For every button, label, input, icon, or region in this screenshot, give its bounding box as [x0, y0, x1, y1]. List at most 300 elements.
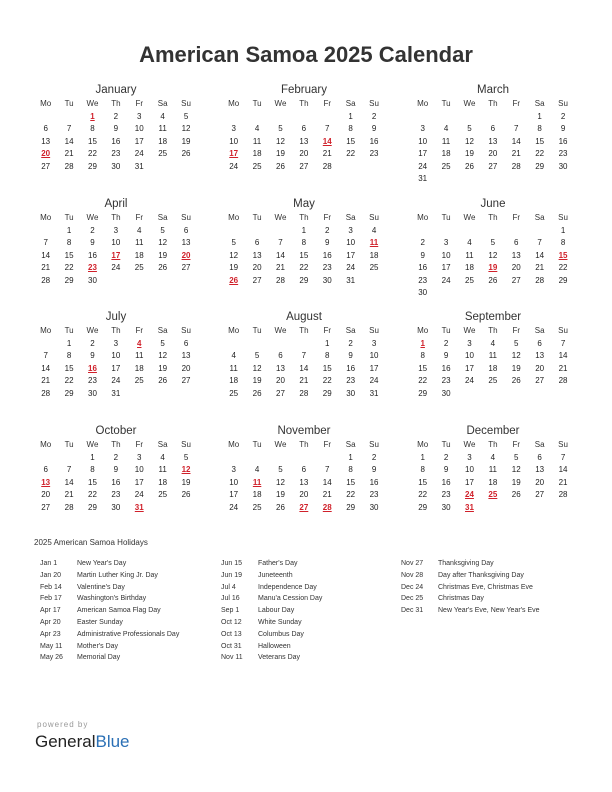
- day-cell[interactable]: 30: [88, 275, 97, 285]
- day-cell[interactable]: 10: [111, 351, 121, 360]
- day-cell[interactable]: 15: [64, 363, 74, 373]
- day-cell[interactable]: 29: [418, 388, 428, 398]
- day-cell[interactable]: 27: [276, 388, 285, 398]
- day-cell[interactable]: 2: [90, 225, 95, 235]
- day-cell[interactable]: 22: [88, 490, 97, 499]
- day-cell[interactable]: 28: [41, 388, 51, 398]
- day-cell[interactable]: 26: [276, 161, 285, 171]
- day-cell[interactable]: 15: [535, 136, 545, 146]
- day-cell[interactable]: 28: [558, 490, 568, 499]
- day-cell[interactable]: 27: [535, 376, 545, 385]
- day-cell[interactable]: 21: [535, 263, 545, 272]
- day-cell[interactable]: 29: [418, 502, 428, 512]
- day-cell[interactable]: 12: [465, 136, 474, 146]
- day-cell[interactable]: 3: [137, 111, 142, 121]
- day-cell[interactable]: 13: [535, 351, 545, 360]
- holiday-day-cell[interactable]: 11: [369, 238, 379, 247]
- day-cell[interactable]: 21: [558, 477, 568, 487]
- day-cell[interactable]: 7: [560, 452, 566, 462]
- day-cell[interactable]: 25: [134, 376, 144, 385]
- day-cell[interactable]: 4: [371, 225, 377, 235]
- day-cell[interactable]: 30: [88, 388, 97, 398]
- day-cell[interactable]: 22: [346, 149, 356, 158]
- day-cell[interactable]: 19: [229, 263, 239, 272]
- day-cell[interactable]: 2: [371, 111, 377, 121]
- day-cell[interactable]: 23: [111, 490, 121, 499]
- holiday-day-cell[interactable]: 26: [229, 275, 239, 285]
- day-cell[interactable]: 3: [113, 225, 119, 235]
- day-cell[interactable]: 10: [441, 250, 451, 260]
- day-cell[interactable]: 16: [322, 250, 332, 260]
- holiday-day-cell[interactable]: 27: [299, 502, 309, 512]
- day-cell[interactable]: 26: [158, 263, 168, 272]
- day-cell[interactable]: 9: [113, 124, 119, 133]
- day-cell[interactable]: 17: [134, 477, 144, 487]
- holiday-day-cell[interactable]: 11: [252, 477, 262, 487]
- day-cell[interactable]: 16: [111, 477, 121, 487]
- day-cell[interactable]: 1: [301, 225, 307, 235]
- day-cell[interactable]: 22: [322, 376, 332, 385]
- day-cell[interactable]: 9: [113, 465, 119, 474]
- holiday-day-cell[interactable]: 1: [420, 338, 425, 348]
- day-cell[interactable]: 2: [371, 452, 377, 462]
- day-cell[interactable]: 5: [278, 124, 283, 133]
- day-cell[interactable]: 30: [346, 388, 356, 398]
- day-cell[interactable]: 5: [183, 111, 189, 121]
- day-cell[interactable]: 9: [348, 351, 353, 360]
- day-cell[interactable]: 18: [134, 250, 144, 260]
- day-cell[interactable]: 24: [134, 490, 144, 499]
- day-cell[interactable]: 27: [299, 161, 309, 171]
- day-cell[interactable]: 21: [322, 149, 332, 158]
- day-cell[interactable]: 2: [113, 452, 119, 462]
- day-cell[interactable]: 28: [276, 275, 285, 285]
- day-cell[interactable]: 13: [299, 477, 309, 487]
- day-cell[interactable]: 17: [346, 250, 356, 260]
- day-cell[interactable]: 3: [113, 338, 119, 348]
- day-cell[interactable]: 11: [135, 351, 144, 360]
- day-cell[interactable]: 4: [137, 225, 142, 235]
- day-cell[interactable]: 13: [41, 136, 51, 146]
- day-cell[interactable]: 28: [41, 275, 51, 285]
- day-cell[interactable]: 22: [535, 149, 545, 158]
- day-cell[interactable]: 21: [276, 263, 285, 272]
- holiday-day-cell[interactable]: 13: [41, 477, 51, 487]
- day-cell[interactable]: 2: [420, 238, 425, 247]
- day-cell[interactable]: 27: [488, 161, 498, 171]
- day-cell[interactable]: 26: [511, 490, 521, 499]
- day-cell[interactable]: 18: [134, 363, 144, 373]
- day-cell[interactable]: 8: [560, 238, 566, 247]
- day-cell[interactable]: 24: [111, 263, 121, 272]
- day-cell[interactable]: 8: [66, 351, 72, 360]
- day-cell[interactable]: 25: [369, 263, 379, 272]
- day-cell[interactable]: 4: [443, 124, 449, 133]
- day-cell[interactable]: 30: [441, 502, 451, 512]
- day-cell[interactable]: 1: [420, 452, 425, 462]
- day-cell[interactable]: 4: [254, 465, 260, 474]
- day-cell[interactable]: 15: [346, 477, 356, 487]
- day-cell[interactable]: 12: [181, 124, 191, 133]
- day-cell[interactable]: 18: [488, 477, 498, 487]
- day-cell[interactable]: 11: [158, 465, 167, 474]
- day-cell[interactable]: 6: [490, 124, 496, 133]
- day-cell[interactable]: 30: [418, 288, 428, 297]
- day-cell[interactable]: 29: [64, 275, 74, 285]
- day-cell[interactable]: 14: [558, 351, 568, 360]
- day-cell[interactable]: 5: [231, 238, 236, 247]
- day-cell[interactable]: 10: [134, 465, 144, 474]
- day-cell[interactable]: 6: [301, 465, 307, 474]
- day-cell[interactable]: 3: [371, 338, 377, 348]
- day-cell[interactable]: 11: [158, 124, 167, 133]
- day-cell[interactable]: 15: [346, 136, 356, 146]
- day-cell[interactable]: 6: [43, 465, 48, 474]
- day-cell[interactable]: 6: [183, 225, 189, 235]
- day-cell[interactable]: 17: [441, 263, 451, 272]
- day-cell[interactable]: 7: [514, 124, 519, 133]
- day-cell[interactable]: 21: [322, 490, 332, 499]
- day-cell[interactable]: 14: [64, 477, 74, 487]
- day-cell[interactable]: 20: [299, 149, 309, 158]
- day-cell[interactable]: 16: [441, 477, 451, 487]
- day-cell[interactable]: 19: [276, 149, 285, 158]
- day-cell[interactable]: 23: [441, 376, 451, 385]
- day-cell[interactable]: 15: [299, 250, 309, 260]
- day-cell[interactable]: 11: [488, 465, 498, 474]
- day-cell[interactable]: 6: [537, 452, 542, 462]
- day-cell[interactable]: 11: [441, 136, 451, 146]
- day-cell[interactable]: 9: [560, 124, 566, 133]
- day-cell[interactable]: 20: [276, 376, 285, 385]
- day-cell[interactable]: 30: [111, 502, 121, 512]
- day-cell[interactable]: 3: [348, 225, 353, 235]
- day-cell[interactable]: 21: [64, 490, 74, 499]
- day-cell[interactable]: 22: [346, 490, 356, 499]
- day-cell[interactable]: 23: [369, 490, 379, 499]
- day-cell[interactable]: 12: [252, 363, 262, 373]
- day-cell[interactable]: 10: [369, 351, 379, 360]
- day-cell[interactable]: 10: [465, 351, 474, 360]
- day-cell[interactable]: 8: [348, 124, 353, 133]
- day-cell[interactable]: 26: [511, 376, 521, 385]
- day-cell[interactable]: 13: [299, 136, 309, 146]
- day-cell[interactable]: 12: [511, 351, 521, 360]
- day-cell[interactable]: 8: [420, 351, 425, 360]
- day-cell[interactable]: 28: [64, 161, 74, 171]
- day-cell[interactable]: 2: [560, 111, 566, 121]
- day-cell[interactable]: 18: [252, 149, 262, 158]
- day-cell[interactable]: 13: [535, 465, 545, 474]
- day-cell[interactable]: 10: [229, 136, 239, 146]
- holiday-day-cell[interactable]: 28: [322, 502, 332, 512]
- day-cell[interactable]: 9: [371, 124, 377, 133]
- day-cell[interactable]: 21: [41, 263, 51, 272]
- holiday-day-cell[interactable]: 12: [181, 465, 191, 474]
- day-cell[interactable]: 30: [558, 161, 568, 171]
- day-cell[interactable]: 16: [346, 363, 356, 373]
- holiday-day-cell[interactable]: 20: [181, 250, 191, 260]
- day-cell[interactable]: 26: [252, 388, 262, 398]
- day-cell[interactable]: 1: [325, 338, 330, 348]
- day-cell[interactable]: 18: [252, 490, 262, 499]
- day-cell[interactable]: 13: [181, 238, 191, 247]
- day-cell[interactable]: 24: [111, 376, 121, 385]
- day-cell[interactable]: 13: [511, 250, 521, 260]
- day-cell[interactable]: 6: [254, 238, 260, 247]
- day-cell[interactable]: 20: [252, 263, 262, 272]
- day-cell[interactable]: 8: [420, 465, 425, 474]
- day-cell[interactable]: 22: [418, 490, 428, 499]
- day-cell[interactable]: 9: [90, 351, 95, 360]
- day-cell[interactable]: 15: [88, 477, 97, 487]
- day-cell[interactable]: 12: [511, 465, 521, 474]
- day-cell[interactable]: 27: [41, 502, 51, 512]
- day-cell[interactable]: 28: [299, 388, 309, 398]
- day-cell[interactable]: 8: [66, 238, 72, 247]
- day-cell[interactable]: 2: [325, 225, 330, 235]
- day-cell[interactable]: 3: [231, 465, 236, 474]
- day-cell[interactable]: 3: [467, 338, 472, 348]
- day-cell[interactable]: 3: [467, 452, 472, 462]
- day-cell[interactable]: 26: [465, 161, 474, 171]
- day-cell[interactable]: 10: [134, 124, 144, 133]
- day-cell[interactable]: 8: [90, 465, 95, 474]
- day-cell[interactable]: 16: [88, 250, 97, 260]
- day-cell[interactable]: 1: [66, 225, 72, 235]
- day-cell[interactable]: 4: [490, 338, 496, 348]
- day-cell[interactable]: 27: [181, 263, 191, 272]
- day-cell[interactable]: 19: [158, 363, 168, 373]
- day-cell[interactable]: 14: [41, 363, 51, 373]
- day-cell[interactable]: 17: [465, 363, 474, 373]
- day-cell[interactable]: 6: [301, 124, 307, 133]
- day-cell[interactable]: 15: [418, 477, 428, 487]
- day-cell[interactable]: 23: [322, 263, 332, 272]
- day-cell[interactable]: 31: [346, 275, 356, 285]
- day-cell[interactable]: 7: [325, 124, 330, 133]
- day-cell[interactable]: 22: [558, 263, 568, 272]
- day-cell[interactable]: 18: [158, 477, 168, 487]
- day-cell[interactable]: 30: [369, 502, 379, 512]
- day-cell[interactable]: 10: [418, 136, 428, 146]
- day-cell[interactable]: 8: [90, 124, 95, 133]
- day-cell[interactable]: 4: [231, 351, 236, 360]
- day-cell[interactable]: 5: [254, 351, 260, 360]
- day-cell[interactable]: 14: [322, 477, 332, 487]
- day-cell[interactable]: 9: [371, 465, 377, 474]
- day-cell[interactable]: 23: [88, 376, 97, 385]
- day-cell[interactable]: 23: [369, 149, 379, 158]
- day-cell[interactable]: 25: [252, 502, 262, 512]
- day-cell[interactable]: 8: [348, 465, 353, 474]
- day-cell[interactable]: 15: [322, 363, 332, 373]
- day-cell[interactable]: 12: [488, 250, 498, 260]
- day-cell[interactable]: 29: [346, 502, 356, 512]
- day-cell[interactable]: 25: [229, 388, 239, 398]
- day-cell[interactable]: 5: [160, 338, 165, 348]
- day-cell[interactable]: 11: [465, 250, 474, 260]
- day-cell[interactable]: 19: [252, 376, 262, 385]
- day-cell[interactable]: 30: [441, 388, 451, 398]
- day-cell[interactable]: 28: [511, 161, 521, 171]
- day-cell[interactable]: 31: [418, 174, 428, 183]
- day-cell[interactable]: 24: [418, 161, 428, 171]
- day-cell[interactable]: 19: [181, 136, 191, 146]
- day-cell[interactable]: 24: [229, 161, 239, 171]
- day-cell[interactable]: 20: [41, 490, 51, 499]
- day-cell[interactable]: 4: [160, 111, 165, 121]
- day-cell[interactable]: 27: [535, 490, 545, 499]
- day-cell[interactable]: 17: [134, 136, 144, 146]
- day-cell[interactable]: 20: [511, 263, 521, 272]
- holiday-day-cell[interactable]: 17: [111, 250, 121, 260]
- day-cell[interactable]: 5: [278, 465, 283, 474]
- day-cell[interactable]: 20: [488, 149, 498, 158]
- day-cell[interactable]: 24: [134, 149, 144, 158]
- day-cell[interactable]: 17: [111, 363, 121, 373]
- day-cell[interactable]: 3: [231, 124, 236, 133]
- holiday-day-cell[interactable]: 24: [465, 490, 474, 499]
- day-cell[interactable]: 11: [488, 351, 498, 360]
- day-cell[interactable]: 7: [66, 124, 72, 133]
- day-cell[interactable]: 7: [325, 465, 330, 474]
- holiday-day-cell[interactable]: 23: [88, 263, 97, 272]
- day-cell[interactable]: 19: [511, 363, 521, 373]
- day-cell[interactable]: 19: [181, 477, 191, 487]
- day-cell[interactable]: 26: [488, 275, 498, 285]
- day-cell[interactable]: 25: [158, 149, 168, 158]
- day-cell[interactable]: 2: [348, 338, 353, 348]
- day-cell[interactable]: 25: [134, 263, 144, 272]
- day-cell[interactable]: 17: [229, 490, 239, 499]
- day-cell[interactable]: 19: [511, 477, 521, 487]
- day-cell[interactable]: 6: [514, 238, 519, 247]
- day-cell[interactable]: 13: [181, 351, 191, 360]
- day-cell[interactable]: 16: [418, 263, 428, 272]
- day-cell[interactable]: 25: [488, 376, 498, 385]
- day-cell[interactable]: 21: [64, 149, 74, 158]
- holiday-day-cell[interactable]: 16: [88, 363, 97, 373]
- day-cell[interactable]: 27: [511, 275, 521, 285]
- day-cell[interactable]: 3: [443, 238, 449, 247]
- holiday-day-cell[interactable]: 17: [229, 149, 239, 158]
- holiday-day-cell[interactable]: 31: [134, 502, 144, 512]
- day-cell[interactable]: 29: [558, 275, 568, 285]
- day-cell[interactable]: 22: [64, 376, 74, 385]
- day-cell[interactable]: 14: [558, 465, 568, 474]
- day-cell[interactable]: 29: [535, 161, 545, 171]
- day-cell[interactable]: 24: [369, 376, 379, 385]
- day-cell[interactable]: 28: [558, 376, 568, 385]
- day-cell[interactable]: 14: [41, 250, 51, 260]
- day-cell[interactable]: 2: [90, 338, 95, 348]
- day-cell[interactable]: 26: [181, 149, 191, 158]
- day-cell[interactable]: 22: [88, 149, 97, 158]
- day-cell[interactable]: 12: [158, 238, 168, 247]
- day-cell[interactable]: 25: [441, 161, 451, 171]
- day-cell[interactable]: 5: [490, 238, 496, 247]
- day-cell[interactable]: 26: [158, 376, 168, 385]
- day-cell[interactable]: 1: [537, 111, 542, 121]
- day-cell[interactable]: 10: [465, 465, 474, 474]
- day-cell[interactable]: 5: [183, 452, 189, 462]
- day-cell[interactable]: 21: [511, 149, 521, 158]
- day-cell[interactable]: 22: [418, 376, 428, 385]
- day-cell[interactable]: 25: [252, 161, 262, 171]
- day-cell[interactable]: 11: [252, 136, 262, 146]
- day-cell[interactable]: 5: [160, 225, 165, 235]
- day-cell[interactable]: 19: [158, 250, 168, 260]
- day-cell[interactable]: 11: [135, 238, 144, 247]
- holiday-day-cell[interactable]: 20: [41, 149, 51, 158]
- day-cell[interactable]: 18: [158, 136, 168, 146]
- day-cell[interactable]: 18: [488, 363, 498, 373]
- day-cell[interactable]: 18: [465, 263, 474, 272]
- day-cell[interactable]: 9: [420, 250, 425, 260]
- day-cell[interactable]: 22: [64, 263, 74, 272]
- day-cell[interactable]: 24: [441, 275, 451, 285]
- day-cell[interactable]: 11: [229, 363, 238, 373]
- day-cell[interactable]: 12: [229, 250, 239, 260]
- day-cell[interactable]: 9: [90, 238, 95, 247]
- day-cell[interactable]: 7: [66, 465, 72, 474]
- day-cell[interactable]: 9: [443, 465, 449, 474]
- day-cell[interactable]: 2: [443, 338, 449, 348]
- day-cell[interactable]: 13: [488, 136, 498, 146]
- day-cell[interactable]: 17: [465, 477, 474, 487]
- day-cell[interactable]: 24: [346, 263, 356, 272]
- holiday-day-cell[interactable]: 4: [137, 338, 142, 348]
- day-cell[interactable]: 5: [467, 124, 472, 133]
- day-cell[interactable]: 18: [369, 250, 379, 260]
- day-cell[interactable]: 8: [325, 351, 330, 360]
- day-cell[interactable]: 16: [558, 136, 568, 146]
- day-cell[interactable]: 23: [346, 376, 356, 385]
- day-cell[interactable]: 25: [465, 275, 474, 285]
- day-cell[interactable]: 17: [418, 149, 428, 158]
- day-cell[interactable]: 13: [252, 250, 262, 260]
- day-cell[interactable]: 15: [88, 136, 97, 146]
- holiday-day-cell[interactable]: 1: [90, 111, 95, 121]
- day-cell[interactable]: 14: [299, 363, 309, 373]
- day-cell[interactable]: 21: [558, 363, 568, 373]
- day-cell[interactable]: 31: [369, 388, 379, 398]
- day-cell[interactable]: 26: [276, 502, 285, 512]
- day-cell[interactable]: 10: [111, 238, 121, 247]
- day-cell[interactable]: 1: [348, 111, 353, 121]
- day-cell[interactable]: 23: [111, 149, 121, 158]
- day-cell[interactable]: 19: [276, 490, 285, 499]
- day-cell[interactable]: 1: [90, 452, 95, 462]
- day-cell[interactable]: 20: [181, 363, 191, 373]
- day-cell[interactable]: 20: [535, 363, 545, 373]
- day-cell[interactable]: 16: [111, 136, 121, 146]
- day-cell[interactable]: 6: [183, 338, 189, 348]
- day-cell[interactable]: 24: [229, 502, 239, 512]
- day-cell[interactable]: 23: [441, 490, 451, 499]
- day-cell[interactable]: 27: [181, 376, 191, 385]
- day-cell[interactable]: 9: [443, 351, 449, 360]
- day-cell[interactable]: 2: [443, 452, 449, 462]
- day-cell[interactable]: 3: [137, 452, 142, 462]
- holiday-day-cell[interactable]: 14: [322, 136, 332, 146]
- day-cell[interactable]: 4: [467, 238, 472, 247]
- day-cell[interactable]: 18: [441, 149, 451, 158]
- day-cell[interactable]: 21: [41, 376, 51, 385]
- day-cell[interactable]: 16: [441, 363, 451, 373]
- day-cell[interactable]: 6: [278, 351, 283, 360]
